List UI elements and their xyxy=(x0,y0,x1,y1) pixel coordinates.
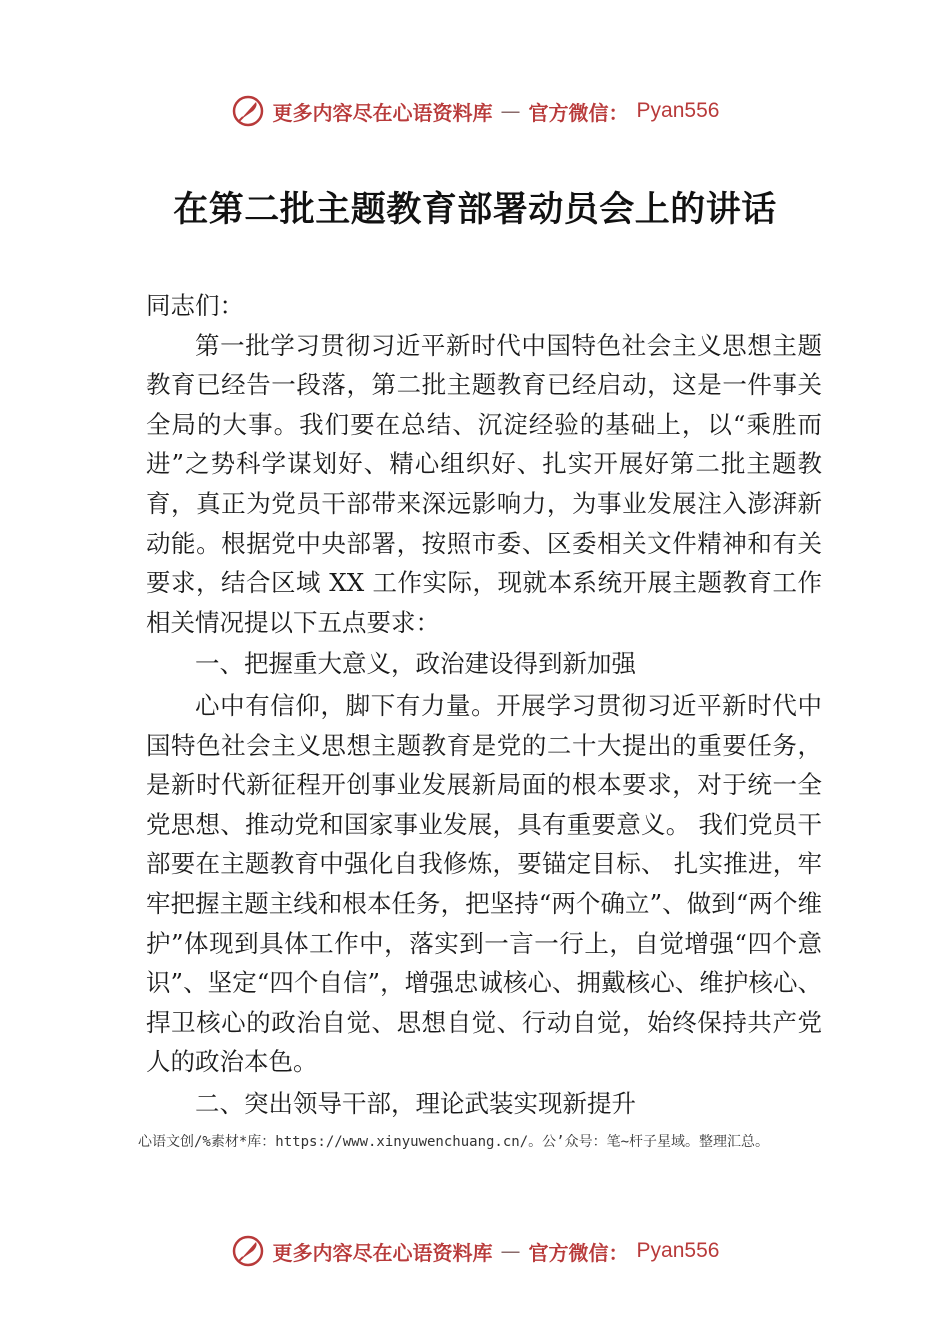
watermark-label: 官方微信： xyxy=(528,1240,629,1265)
salutation: 同志们： xyxy=(146,291,244,320)
section-heading-2: 二、突出领导干部，理论武装实现新提升 xyxy=(195,1088,636,1118)
source-footnote: 心语文创/%素材*库：https://www.xinyuwenchuang.cn/。公’众号：笔~杆子星域。整理汇总。 xyxy=(138,1134,770,1150)
document-title: 在第二批主题教育部署动员会上的讲话 xyxy=(173,189,777,230)
watermark-id: Pyan556 xyxy=(636,99,720,122)
watermark-label: 官方微信： xyxy=(528,100,629,125)
paragraph-intro: 第一批学习贯彻习近平新时代中国特色社会主义思想主题教育已经告一段落，第二批主题教育已经启动，这是一件事关全局的大事。我们要在总结、沉淀经验的基础上，以“乘胜而进”之势科学谋划好、精心组织好、扎实开展好第二批主题教育，真正为党员干部带来深远影响力，为事业发展注入澎湃新动能。根据党中央部署，按照市委、区委相关文件精神和有关要求，结合区域 XX 工作实际，现就本系统开展主题教育工作相关情况提以下五点要求： xyxy=(146,330,822,637)
watermark-separator: — xyxy=(500,1239,521,1263)
feather-pen-logo-icon xyxy=(231,94,265,128)
paragraph-section-1: 心中有信仰，脚下有力量。开展学习贯彻习近平新时代中国特色社会主义思想主题教育是党的二十大提出的重要任务，是新时代新征程开创事业发展新局面的根本要求，对于统一全党思想、推动党和国家事业发展，具有重要意义。 我们党员干部要在主题教育中强化自我修炼，要锚定目标、 扎实推进，牢牢把握主题主线和根本任务，把坚持“两个确立”、做到“两个维护”体现到具体工作中，落实到一言一行上，自觉增强“四个意识”、坚定“四个自信”，增强忠诚核心、拥戴核心、维护核心、捍卫核心的政治自觉、思想自觉、行动自觉，始终保持共产党人的政治本色。 xyxy=(146,690,822,1077)
section-heading-1: 一、把握重大意义，政治建设得到新加强 xyxy=(195,649,636,679)
feather-pen-logo-icon xyxy=(231,1234,265,1268)
document-body xyxy=(146,286,822,1125)
watermark-text: 更多内容尽在心语资料库 xyxy=(272,100,493,125)
watermark-id: Pyan556 xyxy=(636,1239,720,1262)
watermark-header xyxy=(0,94,950,128)
watermark-text: 更多内容尽在心语资料库 xyxy=(272,1240,493,1265)
watermark-separator: — xyxy=(500,99,521,123)
watermark-footer xyxy=(0,1234,950,1268)
